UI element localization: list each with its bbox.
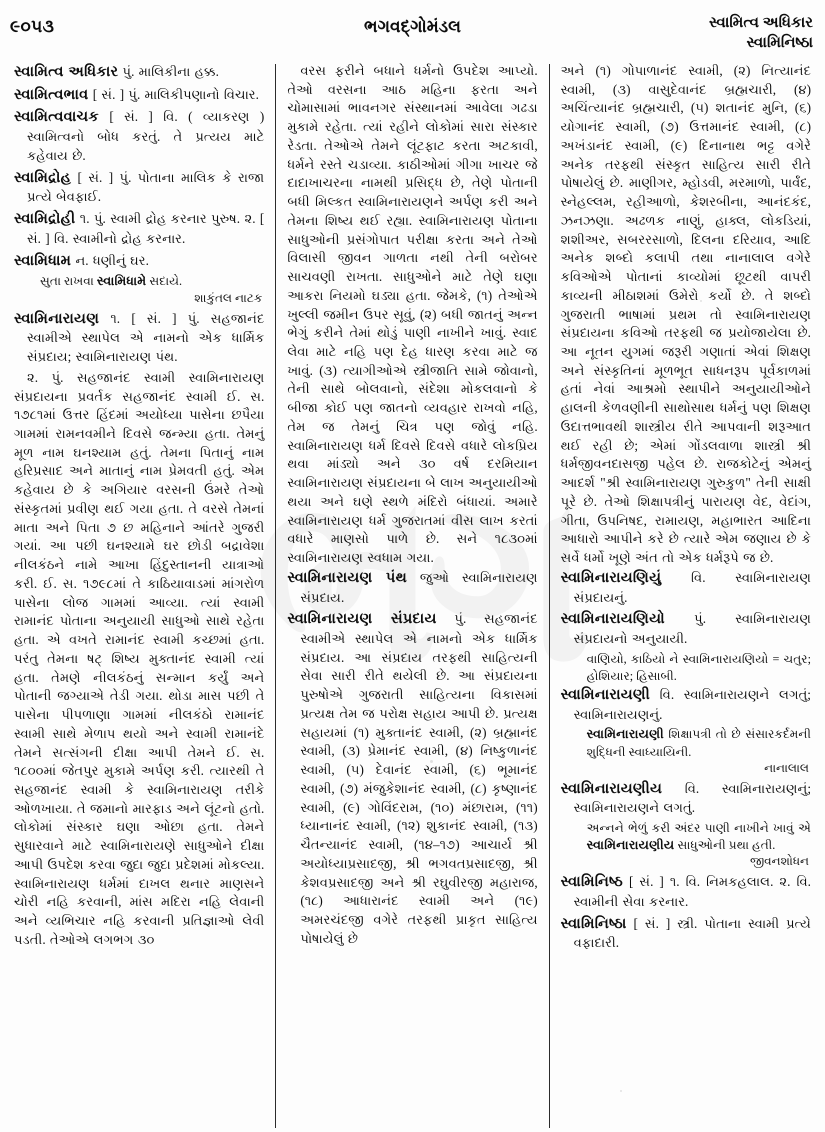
citation-text-before: અન્નને ભેળું કરી અંદર પાણી નાખીને ખાવું એ [586, 821, 811, 836]
dictionary-entry [14, 209, 264, 248]
entry-body [561, 568, 811, 607]
page-number: ૯૦૫૩ [10, 17, 55, 36]
entry-headword: સ્વામિદ્રોહી [14, 211, 76, 228]
entry-paragraph: અને (૧) ગોપાળાનંદ સ્વામી, (૨) નિત્યાનંદ સ્વામી, (૩) વાસુદેવાનંદ બ્રહ્મચારી, (૪) અચિંત્યાનંદ બ્રહ્મચારી, (૫) શતાનંદ મુનિ, (૬) યોગાનંદ સ્વામી, (૭) ઉત્તમાનંદ સ્વામી, (૮) અખંડાનંદ સ્વામી, (૯) દિનાનાથ ભટ્ટ વગેરે અનેક તરફથી સંસ્કૃત સાહિત્ય સારી રીતે પોષાયેલું છે. માણીગર, મ્હોડવી, મરમાળો, પાર્વંદ, સ્નેહલ્લમ, રહીઆળો, કેશરબીના, આનંદકંદ, ઝનઝણા. અઢળક નાણું, હાક્લ, લોકડિયાં, શશીઅર, સબરરસાળો, દિલના દરિયાવ, આદિ અનેક શબ્દો કલાપી તથા નાનાલાલ વગેરે કવિઓએ પોતાનાં કાવ્યોમાં છૂટથી વાપરી કાવ્યની મીઠાશમાં ઉમેરો કર્યો છે. તે શબ્દો ગુજરાતી ભાષામાં પ્રથમ તો સ્વામિનારાયણ સંપ્રદાયના કવિઓ તરફથી જ પ્રયોજાયેલા છે. આ નૂતન યુગમાં જરૂરી ગણાતાં એવાં શિક્ષણ અને સંસ્કૃતિનાં મૂળભૂત સાધનરૂપ પૂર્વકાળમાં હતાં નેવાં આશ્રમો સ્થાપીને અનુયાયીઓને હાલની કેળવણીની સાથોસાથ ધર્મનું પણ શિક્ષણ ઉદાત્તભાવથી શાસ્ત્રીય રીતે આપવાની શરૂઆત થઈ રહી છે; એમાં ગોંડલવાળા શાસ્ત્રી શ્રી ધર્મજીવનદાસજી પહેલ છે. રાજકોટેનું એમનું આદર્શ "શ્રી સ્વામિનારાયણ ગુરુકુળ" તેની સાક્ષી પૂરે છે. તેઓ શિક્ષાપત્રીનું પારાયણ વેદ, વેદાંગ, ગીતા, ઉપનિષદ, રામાયણ, મહાભારત આદિના આધારો આપીને કરે છે ત્યારે એમ જણાય છે કે સર્વે ધર્મો ખૂણે અંત તો એક ધર્મરૂપે જ છે. [560, 63, 811, 566]
citation-text-after: સાધુઓની પ્રથા હતી. [674, 837, 776, 852]
entry-headword: સ્વામિનારાયણિયું [560, 569, 662, 586]
entry-definition: ૧. પું. સ્વામી દ્રોહ કરનાર પુરુષ. ૨. [ સં. ] વિ. સ્વામીનો દ્રોહ કરનાર. [27, 211, 265, 246]
entry-headword: સ્વામિનારાયણીય [560, 780, 663, 797]
entry-paragraph: વરસ ફરીને બધાને ધર્મનો ઉપદેશ આપ્યો. તેઓ વરસના આઠ મહિના ફરતા અને ચોમાસામાં ભાવનગર સંસ્થાનમાં આવેલા ગઢડા મુકામે રહેતા. ત્યાં રહીને લોકોમાં સારા સંસ્કાર રેડતા. તેઓએ તેમને લૂંટફાટ કરતા અટકાવી, ધર્મને રસ્તે ચડાવ્યા. કાઠીઓમાં ગીગા ખાચર જે દાદાખાચરના નામથી પ્રસિદ્ધ છે, તેણે પોતાની બધી મિલ્કત સ્વામિનારાયણને અર્પણ કરી અને તેમના શિષ્ય થઈ રહ્યા. સ્વામિનારાયણ પોતાના સાધુઓની પ્રસંગોપાત પરીક્ષા કરતા અને તેઓ વિલાસી જીવન ગાળતા નથી તેની બરોબર સાચવણી રાખતા. સાધુઓને માટે તેણે ઘણા આકરા નિયમો ઘડ્યા હતા. જેમકે, (૧) તેઓએ ખુલ્લી જમીન ઉપર સૂવું, (૨) બધી જાતનું અન્ન ભેગું કરીને તેમાં થોડું પાણી નાખીને ખાવું. સ્વાદ લેવા માટે નહિ પણ દેહ ધારણ કરવા માટે જ ખાવું. (૩) ત્યાગીઓએ સ્ત્રીજાતિ સામે જોવાનો, તેની સાથે બોલવાનો, સંદેશા મોકલવાનો કે બીજા કોઈ પણ જાતનો વ્યવહાર રાખવો નહિ, તેમ જ તેમનું ચિત્ર પણ જોવું નહિ. સ્વામિનારાયણ ધર્મ દિવસે દિવસે વધારે લોકપ્રિય થવા માંડ્યો અને ૩૦ વર્ષ દરમિયાન સ્વામિનારાયણ સંપ્રદાયના બે લાખ અનુયાયીઓ થયા અને ઘણે સ્થળે મંદિરો બંધાયાં. અમારે સ્વામિનારાયણ ધર્મ ગુજરાતમાં વીસ લાખ કરતાં વધારે માણસો પાળે છે. સને ૧૮૩૦માં સ્વામિનારાયણ સ્વધામ ગયા. [287, 63, 538, 566]
entry-headword: સ્વામિદ્રોહ [14, 169, 72, 186]
citation-headword: સ્વામિધામે [96, 274, 147, 289]
entry-definition: ન. ધણીનું ઘર. [71, 252, 149, 268]
citation-headword: સ્વામિનારાયણીય [586, 837, 675, 852]
entry-definition: [ સં. ] સ્ત્રી. પોતાના સ્વામી પ્રત્યે વફાદારી. [573, 915, 811, 951]
dictionary-entry [561, 609, 811, 648]
citation-text-before: સુતા રાખવા [40, 274, 97, 289]
dictionary-entry [561, 779, 811, 818]
entry-body [14, 209, 264, 248]
dictionary-entry [287, 568, 537, 607]
running-head-left: સ્વામિત્વ અધિકાર [708, 15, 813, 31]
entry-definition: [ સં. ] પું. માલિકીપણાનો વિચાર. [88, 86, 259, 102]
entry-headword: સ્વામિનારાયણ સંપ્રદાય [287, 611, 437, 628]
column-divider [275, 64, 276, 1128]
entry-body [287, 609, 537, 948]
running-heads [709, 14, 813, 54]
entry-definition: [ સં. ] ૧. વિ. નિમકહલાલ. ૨. વિ. સ્વામીની સેવા કરનાર. [573, 874, 811, 909]
dictionary-column-3 [553, 62, 819, 1128]
dictionary-entry [561, 568, 811, 607]
entry-headword: સ્વામિનારાયણ [14, 310, 100, 327]
citation-source: નાનાલાલ [764, 760, 809, 775]
entry-headword: સ્વામિનારાયણી [560, 686, 650, 703]
dictionary-entry [561, 872, 811, 911]
entry-body [14, 309, 264, 367]
dictionary-entry [14, 251, 264, 272]
book-title: ભગવદ્‌ગોમંડલ [364, 17, 461, 36]
entry-body [561, 779, 811, 818]
entry-citation [561, 820, 811, 854]
entry-headword: સ્વામિનિષ્ઠ [560, 874, 623, 891]
entry-citation [561, 651, 811, 685]
citation-source: શાકુંતલ નાટક [194, 290, 263, 305]
dictionary-columns [6, 62, 819, 1128]
page-header [0, 14, 825, 60]
entry-body [561, 609, 811, 648]
entry-body [287, 568, 537, 607]
entry-headword: સ્વામિનારાયણ પંથ [287, 569, 407, 586]
entry-citation [561, 726, 811, 760]
entry-definition: વિ. સ્વામિનારાયણનું; સ્વામિનારાયણને લગતું. [573, 780, 811, 816]
dictionary-entry [14, 168, 264, 207]
citation-text-after: શિક્ષાપત્રી તો છે સંસારકર્દમની શુદ્ધિની સ્વાધ્યાયિની. [586, 727, 811, 759]
dictionary-entry [14, 62, 264, 83]
entry-body [14, 107, 264, 165]
dictionary-column-1 [6, 62, 272, 1128]
citation-headword: સ્વામિનારાયણી [586, 727, 664, 742]
dictionary-column-2 [279, 62, 545, 1128]
entry-citation [14, 273, 264, 290]
dictionary-entry [561, 914, 811, 953]
citation-text-after: સદાયે. [146, 274, 183, 289]
entry-headword: સ્વામિત્વભાવ [14, 86, 89, 103]
running-head-right: સ્વામિનિષ્ઠા [746, 34, 813, 51]
column-divider [549, 64, 550, 1128]
entry-headword: સ્વામિત્વવાચક [14, 109, 99, 126]
entry-definition: પું. સહજાનંદ સ્વામીએ સ્થાપેલ એ નામનો એક ધાર્મિક સંપ્રદાય. આ સંપ્રદાય તરફથી સાહિત્યની સેવા સારી રીતે થયેલી છે. આ સંપ્રદાયના પુરુષોએ ગુજરાતી સાહિત્યના વિકાસમાં પ્રત્યક્ષ તેમ જ પરોક્ષ સહાય આપી છે. પ્રત્યક્ષ સહાયમાં (૧) મુક્તાનંદ સ્વામી, (૨) બ્રહ્માનંદ સ્વામી, (૩) પ્રેમાનંદ સ્વામી, (૪) નિષ્કુળાનંદ સ્વામી, (૫) દેવાનંદ સ્વામી, (૬) ભૂમાનંદ સ્વામી, (૭) મંજુકેશાનંદ સ્વામી, (૮) કૃષ્ણાનંદ સ્વામી, (૯) ગોવિંદરામ, (૧૦) મંછારામ, (૧૧) ધ્યાનાનંદ સ્વામી, (૧૨) શુકાનંદ સ્વામી, (૧૩) ચૈતન્યાનંદ સ્વામી, (૧૪–૧૭) આચાર્ય શ્રી અયોધ્યાપ્રસાદજી, શ્રી ભગવતપ્રસાદજી, શ્રી કેશવપ્રસાદજી અને શ્રી રઘુવીરજી મહારાજ, (૧૮) આધારાનંદ સ્વામી અને (૧૯) અમરચંદજી વગેરે તરફથી પ્રાકૃત સાહિત્ય પોષાયેલું છે [300, 611, 538, 946]
entry-body [14, 62, 264, 83]
entry-headword: સ્વામિનિષ્ઠા [560, 915, 627, 932]
entry-body [14, 85, 264, 106]
citation-source: જીવનશોધન [749, 854, 809, 869]
entry-definition: પું. માલિકીના હક્ક. [118, 64, 219, 79]
entry-definition: [ સં. ] વિ. ( વ્યાકરણ ) સ્વામિત્વનો બોધ કરતું. તે પ્રત્યય માટે કહેવાય છે. [27, 109, 265, 163]
entry-definition: વિ. સ્વામિનારાયણ સંપ્રદાયનું. [573, 569, 811, 605]
dictionary-entry [14, 85, 264, 106]
entry-body [14, 168, 264, 207]
entry-definition: પું. સ્વામિનારાયણ સંપ્રદાયનો અનુયાયી. [573, 611, 811, 646]
entry-headword: સ્વામિત્વ અધિકાર [14, 64, 119, 80]
entry-body [561, 872, 811, 911]
dictionary-entry [561, 685, 811, 724]
entry-definition: વિ. સ્વામિનારાયણને લગતું; સ્વામિનારાયણનું. [573, 686, 811, 722]
dictionary-entry [14, 107, 264, 165]
entry-body [14, 251, 264, 272]
entry-headword: સ્વામિનારાયણિયો [560, 611, 665, 628]
entry-definition: ૧. [ સં. ] પું. સહજાનંદ સ્વામીએ સ્થાપેલ એ નામનો એક ધાર્મિક સંપ્રદાય; સ્વામિનારાયણ પંથ. [27, 310, 265, 365]
entry-body [561, 914, 811, 953]
entry-headword: સ્વામિધામ [14, 252, 72, 269]
citation-text-before: વાણિયો, કાઠિયો ને સ્વામિનારાયણિયો = ચતુર; હોશિયાર; હિસાબી. [586, 651, 811, 683]
entry-paragraph: ૨. પું. સહજાનંદ સ્વામી સ્વામિનારાયણ સંપ્રદાયના પ્રવર્તક સહજાનંદ સ્વામી ઈ. સ. ૧૭૮૧માં ઉત્તર હિંદમાં અયોધ્યા પાસેના છપૈયા ગામમાં રામનવમીને દિવસે જન્મ્યા હતા. તેમનું મૂળ નામ ઘનશ્યામ હતું. તેમના પિતાનું નામ હરિપ્રસાદ અને માતાનું નામ પ્રેમવતી હતું. એમ કહેવાય છે કે અગિયાર વરસની ઉંમરે તેઓ સંસ્કૃતમાં પ્રવીણ થઈ ગયા હતા. તે વરસે તેમનાં માતા અને પિતા ૭ છ મહિનાને આંતરે ગુજરી ગયાં. આ પછી ઘનશ્યામે ઘર છોડી બદ્રાવેશા નીલકંઠને નામે આખા હિંદુસ્તાનની યાત્રાઓ કરી. ઈ. સ. ૧૭૯૮માં તે કાઠિયાવાડમાં માંગરોળ પાસેના લોજ ગામમાં આવ્યા. ત્યાં સ્વામી રામાનંદ પોતાના અનુયાયી સાધુઓ સાથે રહેતા હતા. એ વખતે રામાનંદ સ્વામી કચ્છમાં હતા. પરંતુ તેમના ષટ્‌ શિષ્ય મુક્તાનંદ સ્વામી ત્યાં હતા. તેમણે નીલકંઠનું સન્માન કર્યું અને પોતાની જગ્યાએ તેડી ગયા. થોડા માસ પછી તે પાસેના પીપળાણા ગામમાં નીલકંઠો રામાનંદ સ્વામી સાથે મેળાપ થયો અને સ્વામી રામાનંદે તેમને સત્સંગની દીક્ષા આપી તેમને ઈ. સ. ૧૮૦૦માં જેતપુર મુકામે અર્પણ કરી. ત્યારથી તે સહજાનંદ સ્વામી કે સ્વામિનારાયણ તરીકે ઓળખાયા. તે જમાનો મારફાડ અને લૂંટનો હતો. લોકોમાં સંસ્કાર ઘણા ઓછા હતા. તેમને સુધારવાને માટે સ્વામિનારાયણે સાધુઓને દીક્ષા આપી ઉપદેશ કરવા જુદા જુદા પ્રદેશમાં મોકલ્યા. સ્વામિનારાયણ ધર્મમાં દાખલ થનાર માણસને ચોરી નહિ કરવાની, માંસ મદિરા નહિ લેવાની અને વ્યભિચાર નહિ કરવાની પ્રતિજ્ઞાઓ લેવી પડતી. તેઓએ લગભગ ૩૦ [14, 369, 265, 947]
dictionary-entry [14, 309, 264, 367]
dictionary-entry [287, 609, 537, 948]
entry-body [561, 685, 811, 724]
entry-definition: [ સં. ] પું. પોતાના માલિક કે રાજા પ્રત્યે બેવફાઈ. [27, 169, 265, 205]
entry-definition: જુઓ સ્વામિનારાયણ સંપ્રદાય. [300, 569, 538, 605]
